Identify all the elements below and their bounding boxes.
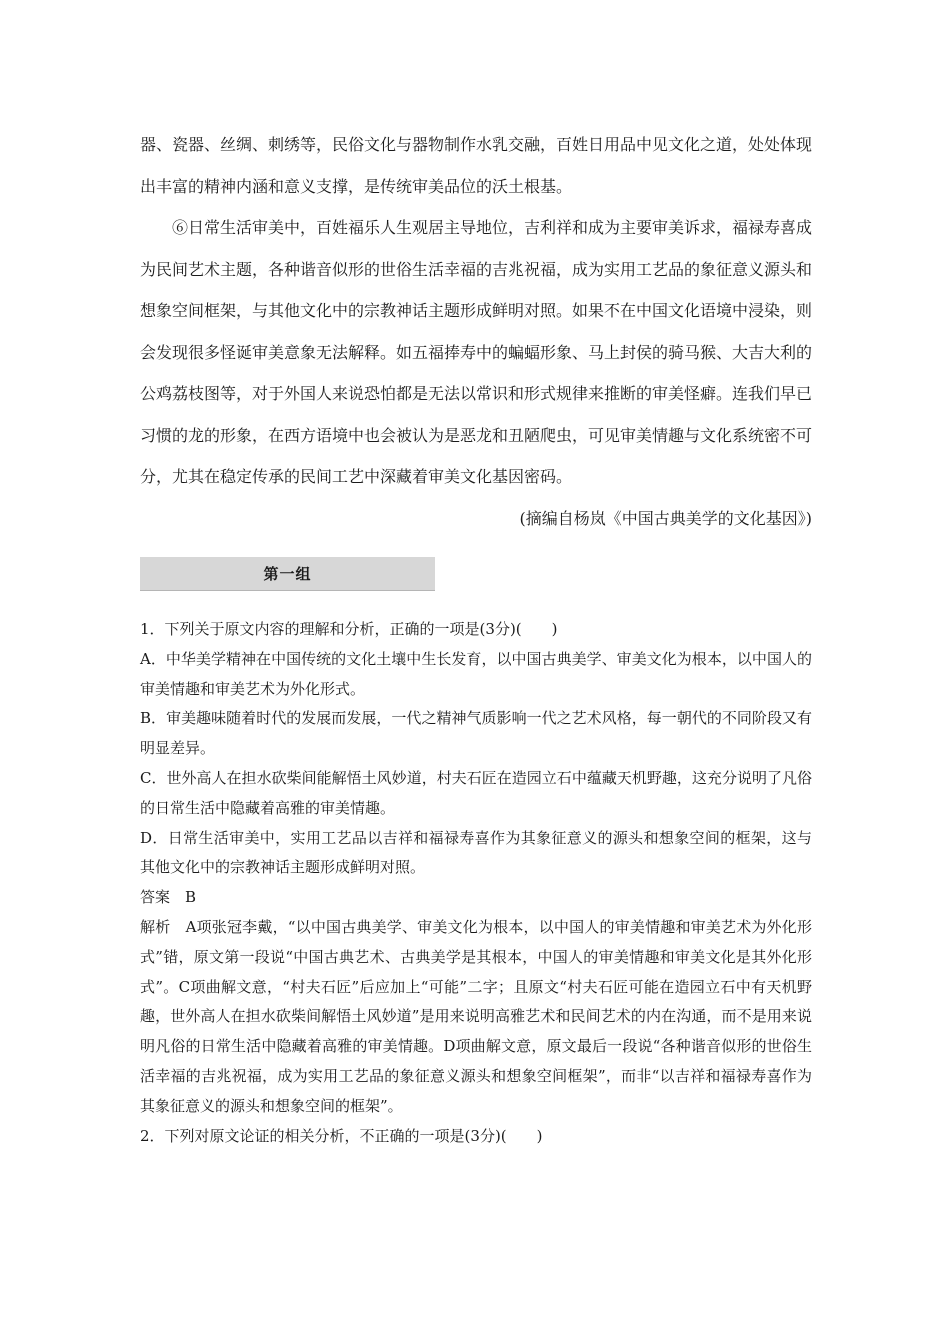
question-1-option-a: A．中华美学精神在中国传统的文化土壤中生长发育，以中国古典美学、审美文化为根本，以中国人的审美情趣和审美艺术为外化形式。 [140, 649, 812, 698]
question-1-answer: 答案 B [140, 888, 197, 907]
question-1-option-b: B．审美趣味随着时代的发展而发展，一代之精神气质影响一代之艺术风格，每一朝代的不同阶段又有明显差异。 [140, 709, 812, 758]
question-1-stem: 1．下列关于原文内容的理解和分析，正确的一项是(3分)( ) [140, 620, 558, 638]
passage-paragraph-continued: 器、瓷器、丝绸、刺绣等，民俗文化与器物制作水乳交融，百姓日用品中见文化之道，处处体现出丰富的精神内涵和意义支撑，是传统审美品位的沃土根基。 [140, 135, 813, 196]
question-1-analysis: 解析 A项张冠李戴，“以中国古典美学、审美文化为根本，以中国人的审美情趣和审美艺术为外化形式”错，原文第一段说“中国古典艺术、古典美学是其根本，中国人的审美情趣和审美文化是其外化形式”。C项曲解文意，“村夫石匠”后应加上“可能”二字；且原文“村夫石匠可能在造园立石中有天机野趣，世外高人在担水砍柴间解悟土风妙道”是用来说明高雅艺术和民间艺术的内在沟通，而不是用来说明凡俗的日常生活中隐藏着高雅的审美情趣。D项曲解文意，原文最后一段说“各种谐音似形的世俗生活幸福的吉兆祝福，成为实用工艺品的象征意义源头和想象空间框架”，而非“以吉祥和福禄寿喜作为其象征意义的源头和想象空间的框架”。 [140, 917, 812, 1115]
question-1-option-d: D．日常生活审美中，实用工艺品以吉祥和福禄寿喜作为其象征意义的源头和想象空间的框架，这与其他文化中的宗教神话主题形成鲜明对照。 [140, 828, 812, 877]
passage-source: (摘编自杨岚《中国古典美学的文化基因》) [519, 508, 812, 528]
section-title: 第一组 [263, 565, 312, 583]
questions-block [140, 615, 812, 1151]
page-content [140, 124, 812, 1151]
passage-paragraph-6: ⑥日常生活审美中，百姓福乐人生观居主导地位，吉利祥和成为主要审美诉求，福禄寿喜成为民间艺术主题，各种谐音似形的世俗生活幸福的吉兆祝福，成为实用工艺品的象征意义源头和想象空间框架，与其他文化中的宗教神话主题形成鲜明对照。如果不在中国文化语境中浸染，则会发现很多怪诞审美意象无法解释。如五福捧寿中的蝙蝠形象、马上封侯的骑马猴、大吉大利的公鸡荔枝图等，对于外国人来说恐怕都是无法以常识和形式规律来推断的审美怪癖。连我们早已习惯的龙的形象，在西方语境中也会被认为是恶龙和丑陋爬虫，可见审美情趣与文化系统密不可分，尤其在稳定传承的民间工艺中深藏着审美文化基因密码。 [140, 218, 813, 486]
section-header-bar [140, 557, 435, 591]
question-2-stem: 2．下列对原文论证的相关分析，不正确的一项是(3分)( ) [140, 1126, 543, 1145]
question-1-option-c: C．世外高人在担水砍柴间能解悟土风妙道，村夫石匠在造园立石中蕴藏天机野趣，这充分说明了凡俗的日常生活中隐藏着高雅的审美情趣。 [140, 768, 812, 817]
